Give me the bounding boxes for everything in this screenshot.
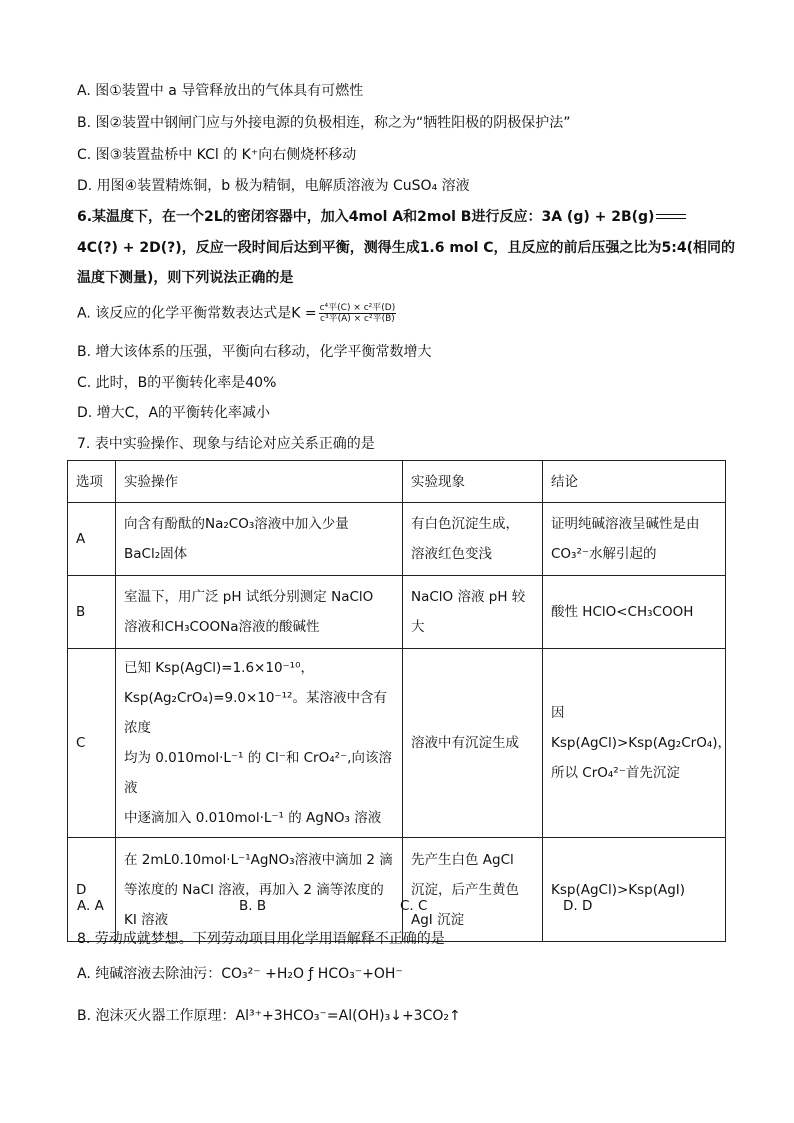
cell-line: AgI 沉淀	[411, 911, 465, 928]
q7-stem: 7. 表中实验操作、现象与结论对应关系正确的是	[77, 436, 375, 452]
q6-option-b: B. 增大该体系的压强，平衡向右移动，化学平衡常数增大	[77, 344, 432, 360]
cell-line: 大	[411, 619, 425, 635]
cell-line: 证明纯碱溶液呈碱性是由	[551, 516, 700, 532]
q6-stem-text1: 6.某温度下，在一个2L的密闭容器中，加入4mol A和2mol B进行反应：3A (g) + 2B(g)	[77, 209, 655, 225]
cell-line: 先产生白色 AgCl	[411, 851, 514, 868]
q6-option-d: D. 增大C，A的平衡转化率减小	[77, 405, 271, 421]
cell-line: Ksp(AgCl)>Ksp(Ag₂CrO₄)，	[551, 735, 732, 751]
cell-line: 均为 0.010mol·L⁻¹ 的 Cl⁻和 CrO₄²⁻,向该溶液	[124, 750, 392, 796]
cell-line: 所以 CrO₄²⁻首先沉淀	[551, 765, 680, 781]
row-phenomenon	[403, 503, 543, 576]
row-option: D	[68, 838, 116, 942]
row-operation	[116, 649, 403, 838]
header-option: 选项	[68, 461, 116, 503]
q8-option-a: A. 纯碱溶液去除油污：CO₃²⁻ +H₂O ƒ HCO₃⁻+OH⁻	[77, 966, 403, 982]
cell-line: KI 溶液	[124, 911, 169, 928]
table-header-row	[68, 461, 726, 503]
equilibrium-arrow-icon	[656, 212, 686, 222]
cell-line: 在 2mL0.10mol·L⁻¹AgNO₃溶液中滴加 2 滴	[124, 851, 393, 868]
equilibrium-constant-fraction	[319, 303, 397, 324]
q6-stem-line2: 4C(?) + 2D(?)，反应一段时间后达到平衡，测得生成1.6 mol C，且反应的前后压强之比为5:4(相同的	[77, 240, 735, 256]
row-operation	[116, 503, 403, 576]
experiment-table	[67, 460, 732, 942]
cell-line: 溶液和CH₃COONa溶液的酸碱性	[124, 619, 320, 635]
table-row	[68, 649, 726, 838]
table-row	[68, 503, 726, 576]
header-phenomenon: 实验现象	[403, 461, 543, 503]
cell-line: 中逐滴加入 0.010mol·L⁻¹ 的 AgNO₃ 溶液	[124, 810, 382, 826]
q7-answer-d: D. D	[563, 898, 593, 914]
q6-option-a	[77, 303, 396, 324]
row-phenomenon	[403, 649, 543, 838]
fraction-denominator: c³平(A) × c²平(B)	[320, 314, 395, 324]
cell-line: 等浓度的 NaCl 溶液，再加入 2 滴等浓度的	[124, 881, 384, 898]
header-operation: 实验操作	[116, 461, 403, 503]
row-phenomenon	[403, 838, 543, 942]
q6-stem-line1	[77, 207, 686, 227]
table-row	[68, 838, 726, 942]
cell-line: 溶液红色变浅	[411, 546, 492, 562]
table-row	[68, 576, 726, 649]
cell-line: BaCl₂固体	[124, 546, 188, 562]
cell-line: 溶液中有沉淀生成	[411, 735, 519, 751]
q7-answer-b: B. B	[239, 898, 267, 914]
q5-option-c: C. 图③装置盐桥中 KCl 的 K⁺向右侧烧杯移动	[77, 147, 357, 163]
row-conclusion	[543, 576, 726, 649]
cell-line: 酸性 HClO<CH₃COOH	[551, 604, 694, 620]
cell-line: Ksp(AgCl)>Ksp(AgI)	[551, 881, 686, 898]
q5-option-b: B. 图②装置中钢闸门应与外接电源的负极相连，称之为“牺牲阳极的阴极保护法”	[77, 115, 571, 131]
q8-option-b: B. 泡沫灭火器工作原理：Al³⁺+3HCO₃⁻=Al(OH)₃↓+3CO₂↑	[77, 1008, 461, 1024]
row-option: A	[68, 503, 116, 576]
q6-option-a-text: A. 该反应的化学平衡常数表达式是K =	[77, 305, 317, 322]
q7-answer-a: A. A	[77, 898, 104, 914]
row-option: B	[68, 576, 116, 649]
q8-stem: 8. 劳动成就梦想。下列劳动项目用化学用语解释不正确的是	[77, 931, 445, 947]
cell-line: CO₃²⁻水解引起的	[551, 546, 657, 562]
cell-line: 已知 Ksp(AgCl)=1.6×10⁻¹⁰，	[124, 660, 314, 676]
cell-line: 室温下，用广泛 pH 试纸分别测定 NaClO	[124, 589, 374, 605]
row-operation	[116, 838, 403, 942]
cell-line: Ksp(Ag₂CrO₄)=9.0×10⁻¹²。某溶液中含有浓度	[124, 690, 387, 736]
row-operation	[116, 576, 403, 649]
cell-line: NaClO 溶液 pH 较	[411, 589, 526, 605]
cell-line: 有白色沉淀生成，	[411, 516, 519, 532]
row-phenomenon	[403, 576, 543, 649]
q5-option-a: A. 图①装置中 a 导管释放出的气体具有可燃性	[77, 83, 364, 99]
q6-option-c: C. 此时，B的平衡转化率是40%	[77, 375, 277, 391]
q6-stem-line3: 温度下测量)，则下列说法正确的是	[77, 270, 294, 286]
fraction-numerator: c⁴平(C) × c²平(D)	[319, 303, 396, 313]
cell-line: 因	[551, 705, 565, 721]
row-option: C	[68, 649, 116, 838]
row-conclusion	[543, 838, 726, 942]
header-conclusion: 结论	[543, 461, 726, 503]
row-conclusion	[543, 649, 732, 838]
row-conclusion	[543, 503, 726, 576]
cell-line: 沉淀，后产生黄色	[411, 881, 519, 898]
q5-option-d: D. 用图④装置精炼铜，b 极为精铜，电解质溶液为 CuSO₄ 溶液	[77, 178, 470, 194]
cell-line: 向含有酚酞的Na₂CO₃溶液中加入少量	[124, 516, 349, 532]
q7-answer-c: C. C	[400, 898, 428, 914]
